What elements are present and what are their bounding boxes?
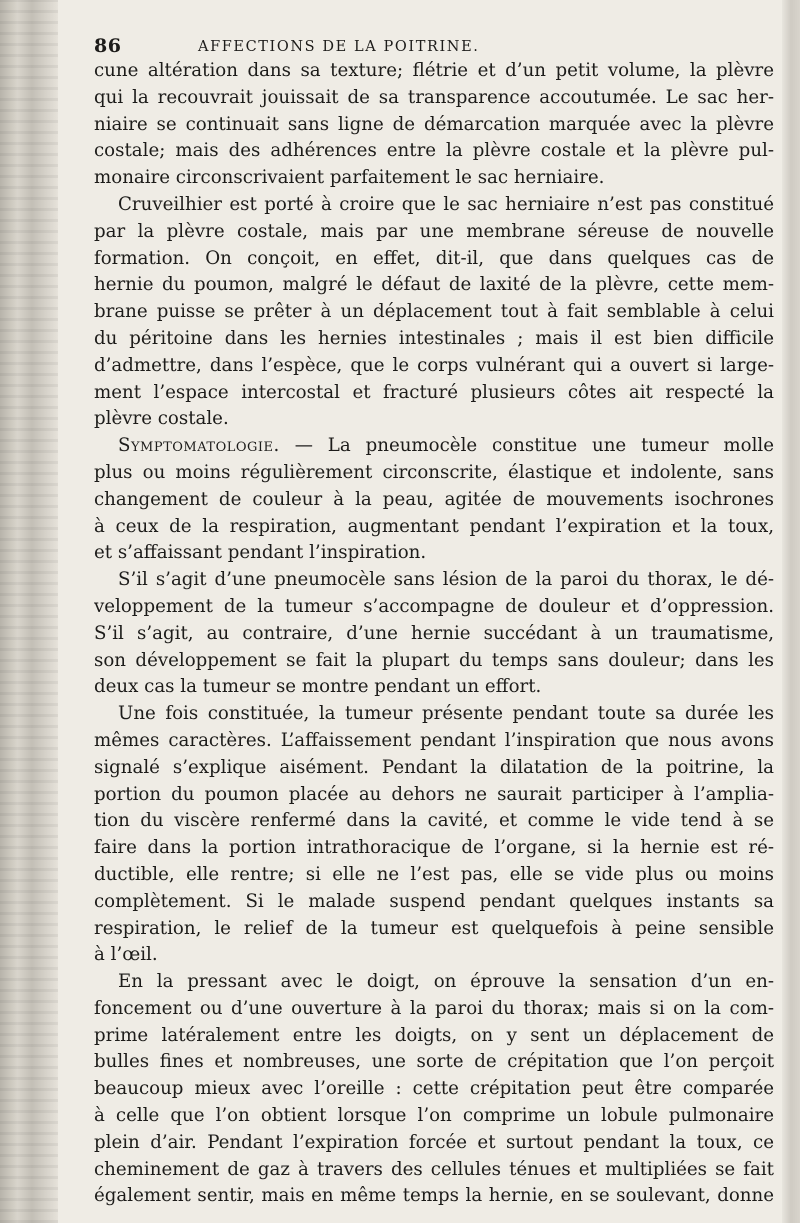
text-line: par la plèvre costale, mais par une membrane séreuse de nouvelle bbox=[94, 220, 774, 242]
text-line: ductible, elle rentre; si elle ne l’est pas, elle se vide plus ou moins bbox=[94, 863, 774, 885]
text-line: respiration, le relief de la tumeur est quelquefois à peine sensible bbox=[94, 917, 774, 939]
text-line: changement de couleur à la peau, agitée de mouvements isochrones bbox=[94, 488, 774, 510]
text-line: niaire se continuait sans ligne de démarcation marquée avec la plèvre bbox=[94, 113, 774, 135]
text-line: également sentir, mais en même temps la hernie, en se soulevant, donne bbox=[94, 1185, 774, 1207]
text-line: plus ou moins régulièrement circonscrite, élastique et indolente, sans bbox=[94, 461, 774, 483]
text-line: Une fois constituée, la tumeur présente pendant toute sa durée les bbox=[118, 703, 774, 725]
text-line: plèvre costale. bbox=[94, 408, 229, 430]
text-line: Cruveilhier est porté à croire que le sac herniaire n’est pas constitué bbox=[118, 193, 774, 215]
text-line: cune altération dans sa texture; flétrie et d’un petit volume, la plèvre bbox=[94, 60, 774, 81]
text-line: à celle que l’on obtient lorsque l’on comprime un lobule pulmonaire bbox=[94, 1105, 774, 1127]
text-line: veloppement de la tumeur s’accompagne de douleur et d’oppression. bbox=[94, 595, 774, 617]
text-line: En la pressant avec le doigt, on éprouve la sensation d’un en- bbox=[118, 971, 774, 993]
section-heading: Symptomatologie. bbox=[118, 435, 280, 457]
text-line: à l’œil. bbox=[94, 944, 158, 966]
text-line: qui la recouvrait jouissait de sa transparence accoutumée. Le sac her- bbox=[94, 86, 774, 108]
text-line: tion du viscère renfermé dans la cavité, et comme le vide tend à se bbox=[94, 810, 774, 832]
text-line: complètement. Si le malade suspend pendant quelques instants sa bbox=[94, 890, 774, 912]
text-line: beaucoup mieux avec l’oreille : cette crépitation peut être comparée bbox=[94, 1078, 774, 1100]
page-number: 86 bbox=[94, 35, 122, 57]
text-line: faire dans la portion intrathoracique de l’organe, si la hernie est ré- bbox=[94, 837, 774, 859]
scan-edge-right bbox=[782, 0, 800, 1223]
text-line: portion du poumon placée au dehors ne saurait participer à l’amplia- bbox=[94, 783, 774, 805]
text-line: S’il s’agit d’une pneumocèle sans lésion de la paroi du thorax, le dé- bbox=[118, 569, 774, 591]
body-text bbox=[94, 58, 774, 1210]
section-line bbox=[94, 433, 774, 460]
text-line: cheminement de gaz à travers des cellules ténues et multipliées se fait bbox=[94, 1158, 774, 1180]
text-line: foncement ou d’une ouverture à la paroi du thorax; mais si on la com- bbox=[94, 997, 774, 1019]
text-line: S’il s’agit, au contraire, d’une hernie succédant à un traumatisme, bbox=[94, 622, 774, 644]
running-head-title: AFFECTIONS DE LA POITRINE. bbox=[198, 39, 480, 55]
text-line: plein d’air. Pendant l’expiration forcée et surtout pendant la toux, ce bbox=[94, 1131, 774, 1153]
text-line: ment l’espace intercostal et fracturé plusieurs côtes ait respecté la bbox=[94, 381, 774, 403]
text-line: formation. On conçoit, en effet, dit-il, que dans quelques cas de bbox=[94, 247, 774, 269]
text-line: à ceux de la respiration, augmentant pendant l’expiration et la toux, bbox=[94, 515, 774, 537]
book-page bbox=[94, 0, 774, 1210]
text-line: monaire circonscrivaient parfaitement le sac herniaire. bbox=[94, 167, 605, 189]
text-line: et s’affaissant pendant l’inspiration. bbox=[94, 542, 427, 564]
text-fragment: — La pneumocèle constitue une tumeur molle bbox=[294, 435, 774, 457]
scan-gutter-left bbox=[0, 0, 58, 1223]
text-line: signalé s’explique aisément. Pendant la dilatation de la poitrine, la bbox=[94, 756, 774, 778]
running-head bbox=[94, 0, 774, 58]
text-line: du péritoine dans les hernies intestinales ; mais il est bien difficile bbox=[94, 327, 774, 349]
text-line: deux cas la tumeur se montre pendant un effort. bbox=[94, 676, 542, 698]
text-line: d’admettre, dans l’espèce, que le corps vulnérant qui a ouvert si large- bbox=[94, 354, 774, 376]
text-line: son développement se fait la plupart du temps sans douleur; dans les bbox=[94, 649, 774, 671]
text-line: costale; mais des adhérences entre la plèvre costale et la plèvre pul- bbox=[94, 140, 774, 162]
text-line: hernie du poumon, malgré le défaut de laxité de la plèvre, cette mem- bbox=[94, 274, 774, 296]
text-line: mêmes caractères. L’affaissement pendant l’inspiration que nous avons bbox=[94, 729, 774, 751]
text-line: bulles fines et nombreuses, une sorte de crépitation que l’on perçoit bbox=[94, 1051, 774, 1073]
text-line: brane puisse se prêter à un déplacement tout à fait semblable à celui bbox=[94, 301, 774, 323]
text-line: prime latéralement entre les doigts, on y sent un déplacement de bbox=[94, 1024, 774, 1046]
